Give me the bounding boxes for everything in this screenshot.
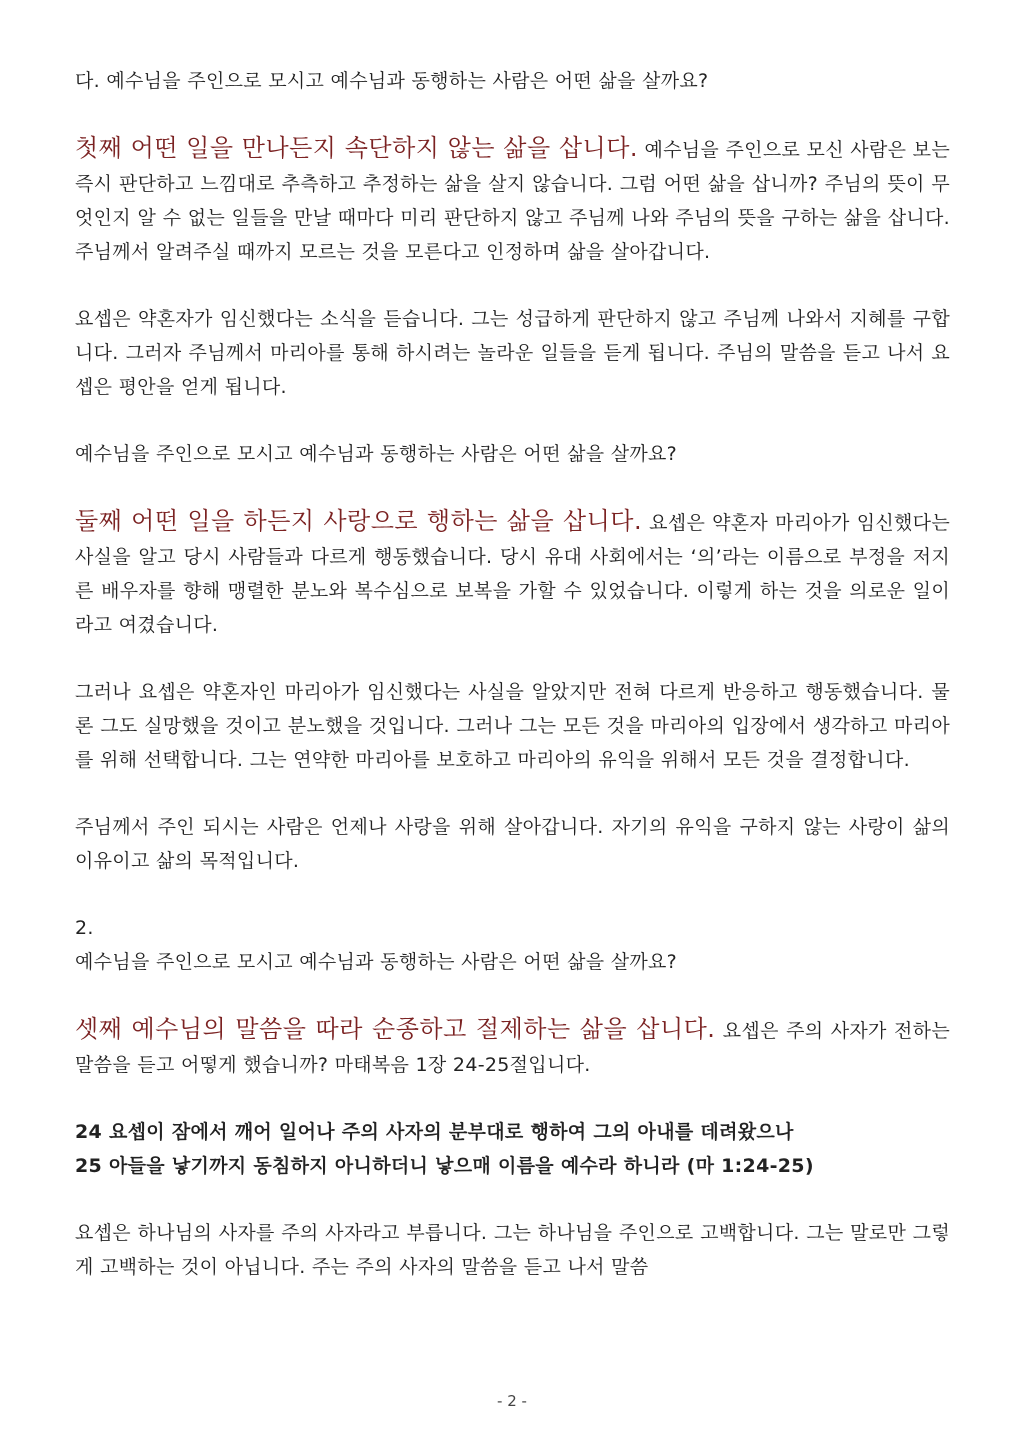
paragraph: 주님께서 주인 되시는 사람은 언제나 사랑을 위해 살아갑니다. 자기의 유익을 구하지 않는 사랑이 삶의 이유이고 삶의 목적입니다.: [75, 816, 950, 872]
paragraph-text: 요셉은 약혼자 마리아가 임신했다는 사실을 알고 당시 사람들과 다르게 행동했습니다. 당시 유대 사회에서는 ‘의’라는 이름으로 부정을 저지른 배우자를 향해 맹렬한 분노와 복수심으로 보복을 가할 수 있었습니다. 이렇게 하는 것을 의로운 일이라고 여겼습니다.: [75, 512, 950, 636]
section-heading: 둘째 어떤 일을 하든지 사랑으로 행하는 삶을 삽니다.: [75, 507, 643, 535]
paragraph: 요셉은 하나님의 사자를 주의 사자라고 부릅니다. 그는 하나님을 주인으로 고백합니다. 그는 말로만 그렇게 고백하는 것이 아닙니다. 주는 주의 사자의 말씀을 듣고 나서 말씀: [75, 1222, 950, 1278]
paragraph: 예수님을 주인으로 모시고 예수님과 동행하는 사람은 어떤 삶을 살까요?: [75, 951, 678, 973]
paragraph: [75, 131, 950, 269]
paragraph: 다. 예수님을 주인으로 모시고 예수님과 동행하는 사람은 어떤 삶을 살까요?: [75, 70, 709, 92]
section-number: 2.: [75, 917, 94, 939]
document-body: [75, 64, 950, 1284]
paragraph: 예수님을 주인으로 모시고 예수님과 동행하는 사람은 어떤 삶을 살까요?: [75, 443, 678, 465]
paragraph: 요셉은 약혼자가 임신했다는 소식을 듣습니다. 그는 성급하게 판단하지 않고 주님께 나와서 지혜를 구합니다. 그러자 주님께서 마리아를 통해 하시려는 놀라운 일들을 듣게 됩니다. 주님의 말씀을 듣고 나서 요셉은 평안을 얻게 됩니다.: [75, 308, 950, 398]
paragraph: 그러나 요셉은 약혼자인 마리아가 임신했다는 사실을 알았지만 전혀 다르게 반응하고 행동했습니다. 물론 그도 실망했을 것이고 분노했을 것입니다. 그러나 그는 모든 것을 마리아의 입장에서 생각하고 마리아를 위해 선택합니다. 그는 연약한 마리아를 보호하고 마리아의 유익을 위해서 모든 것을 결정합니다.: [75, 681, 950, 771]
page-number: - 2 -: [497, 1392, 527, 1410]
section-heading: 셋째 예수님의 말씀을 따라 순종하고 절제하는 삶을 삽니다.: [75, 1015, 716, 1043]
paragraph-text: 예수님을 주인으로 모신 사람은 보는 즉시 판단하고 느낌대로 추측하고 추정하는 삶을 살지 않습니다. 그럼 어떤 삶을 삽니까? 주님의 뜻이 무엇인지 알 수 없는 일들을 만날 때마다 미리 판단하지 않고 주님께 나와 주님의 뜻을 구하는 삶을 삽니다. 주님께서 알려주실 때까지 모르는 것을 모른다고 인정하며 삶을 살아갑니다.: [75, 139, 950, 263]
paragraph: [75, 1012, 950, 1082]
section-heading: 첫째 어떤 일을 만나든지 속단하지 않는 삶을 삽니다.: [75, 134, 639, 162]
paragraph-text: 요셉은 주의 사자가 전하는 말씀을 듣고 어떻게 했습니까? 마태복음 1장 24-25절입니다.: [75, 1020, 950, 1076]
scripture-verse: 24 요셉이 잠에서 깨어 일어나 주의 사자의 분부대로 행하여 그의 아내를 데려왔으나: [75, 1121, 794, 1143]
scripture-verse: 25 아들을 낳기까지 동침하지 아니하더니 낳으매 이름을 예수라 하니라 (마 1:24-25): [75, 1155, 814, 1177]
paragraph: [75, 504, 950, 642]
